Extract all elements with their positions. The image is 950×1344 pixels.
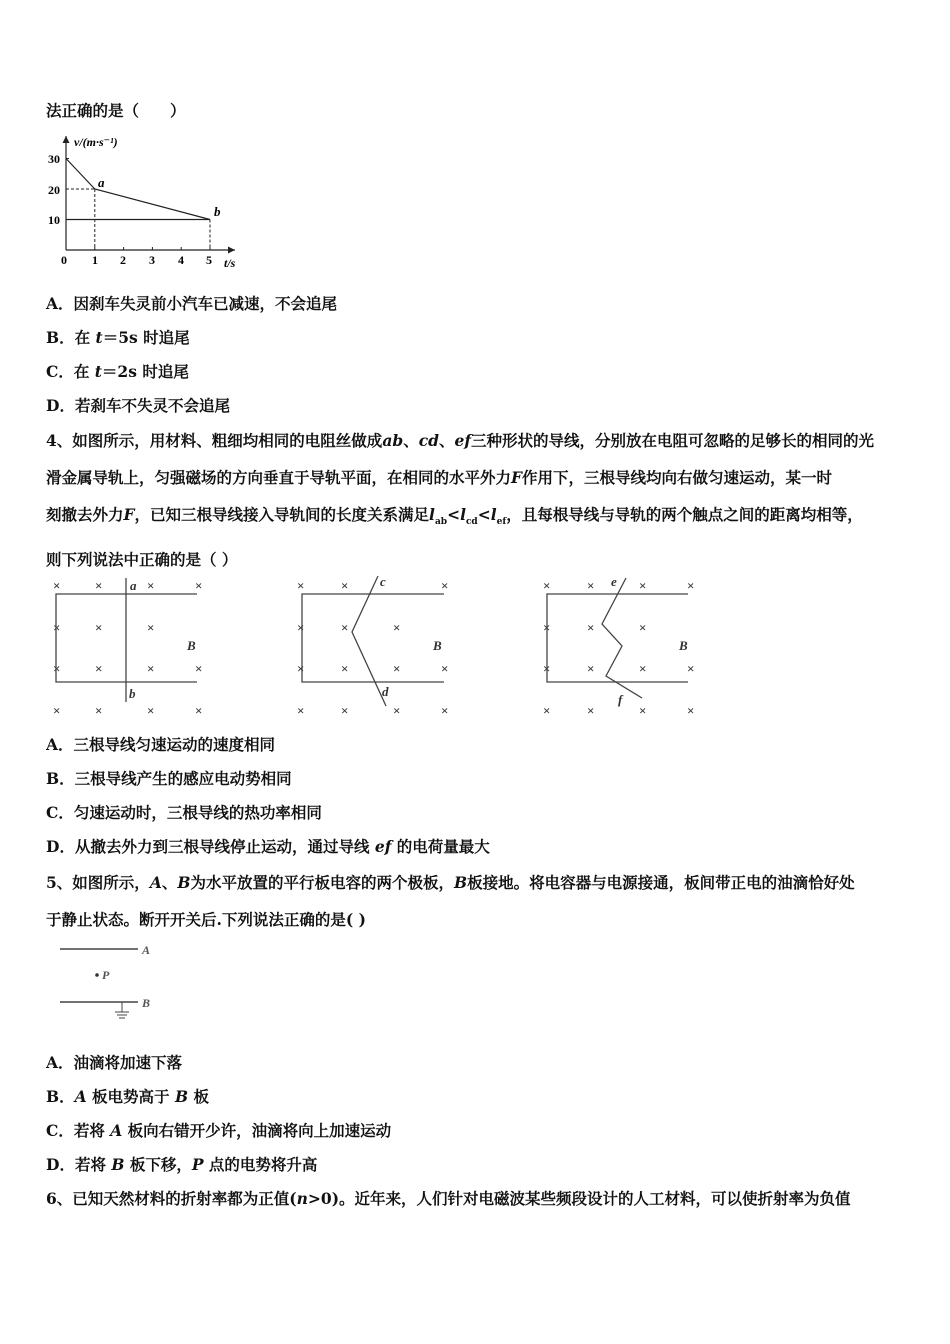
field-cross: × [53, 703, 61, 718]
q4-option-d: D．从撤去外力到三根导线停止运动，通过导线 ef 的电荷量最大 [46, 837, 490, 856]
x-axis-label: t/s [224, 256, 236, 270]
q5-line-2: 于静止状态。断开开关后.下列说法正确的是( ) [46, 910, 366, 929]
q4-figure [40, 572, 720, 722]
field-cross: × [441, 703, 449, 718]
field-cross: × [393, 661, 401, 676]
field-cross: × [587, 620, 595, 635]
x-tick-1: 1 [92, 253, 98, 267]
point-a-label: a [98, 175, 105, 190]
y-tick-30: 30 [48, 152, 60, 166]
field-cross: × [95, 620, 103, 635]
label-A: A [142, 943, 151, 957]
field-cross: × [53, 620, 61, 635]
field-cross: × [297, 578, 305, 593]
field-cross: × [543, 578, 551, 593]
label-c: c [380, 574, 386, 589]
oil-drop-p [95, 973, 99, 977]
field-cross: × [687, 703, 695, 718]
field-cross: × [53, 661, 61, 676]
y-tick-20: 20 [48, 183, 60, 197]
q4-option-b: B．三根导线产生的感应电动势相同 [46, 769, 292, 788]
q3-option-d: D．若刹车不失灵不会追尾 [46, 396, 230, 415]
field-cross: × [95, 703, 103, 718]
label-B-3: B [679, 638, 688, 653]
field-cross: × [587, 578, 595, 593]
field-cross: × [147, 661, 155, 676]
field-cross: × [53, 578, 61, 593]
q5-option-b: B．A 板电势高于 B 板 [46, 1087, 209, 1106]
q3-option-a: A．因刹车失灵前小汽车已减速，不会追尾 [46, 294, 338, 313]
field-cross: × [441, 578, 449, 593]
wire-ef [602, 578, 642, 698]
field-cross: × [95, 661, 103, 676]
q5-line-1: 5、如图所示，A、B为水平放置的平行板电容的两个极板，B板接地。将电容器与电源接通，板间带正电的油滴恰好处 [46, 873, 855, 892]
field-cross: × [297, 703, 305, 718]
field-cross: × [195, 578, 203, 593]
q4-line-4: 则下列说法中正确的是（ ） [46, 550, 238, 570]
field-cross: × [441, 661, 449, 676]
field-cross: × [587, 661, 595, 676]
q4-line-1: 4、如图所示，用材料、粗细均相同的电阻丝做成ab、cd、ef三种形状的导线，分别放在电阻可忽略的足够长的相同的光 [46, 431, 875, 450]
q5-option-a: A．油滴将加速下落 [46, 1053, 183, 1072]
label-e: e [611, 574, 617, 589]
label-B-1: B [187, 638, 196, 653]
q4-option-c: C．匀速运动时，三根导线的热功率相同 [46, 803, 322, 822]
field-cross: × [543, 620, 551, 635]
field-cross: × [95, 578, 103, 593]
field-cross: × [543, 661, 551, 676]
field-cross: × [195, 703, 203, 718]
field-cross: × [543, 703, 551, 718]
q6-stem: 6、已知天然材料的折射率都为正值(n>0)。近年来，人们针对电磁波某些频段设计的人工材料，可以使折射率为负值 [46, 1189, 851, 1208]
q3-stem-tail: 法正确的是（ ） [46, 101, 186, 120]
field-cross: × [341, 661, 349, 676]
wire-cd [352, 576, 386, 706]
field-cross: × [687, 578, 695, 593]
field-cross: × [147, 703, 155, 718]
field-cross: × [341, 620, 349, 635]
panel2-rails [302, 594, 444, 682]
x-tick-5: 5 [206, 253, 212, 267]
y-axis-label: v/(m·s⁻¹) [74, 135, 118, 149]
field-cross: × [147, 578, 155, 593]
point-b-label: b [214, 204, 221, 219]
label-b: b [129, 686, 136, 701]
q3-option-b: B．在 t＝5s 时追尾 [46, 328, 190, 347]
q5-option-c: C．若将 A 板向右错开少许，油滴将向上加速运动 [46, 1121, 392, 1140]
field-cross: × [195, 661, 203, 676]
q5-option-d: D．若将 B 板下移，P 点的电势将升高 [46, 1155, 318, 1174]
y-tick-10: 10 [48, 213, 60, 227]
field-cross: × [341, 703, 349, 718]
q5-capacitor-figure [52, 938, 182, 1028]
label-P: P [102, 968, 110, 982]
x-tick-2: 2 [120, 253, 126, 267]
field-cross: × [639, 661, 647, 676]
x-tick-3: 3 [149, 253, 155, 267]
q5-stem [46, 864, 908, 938]
q3-vt-graph [42, 130, 252, 270]
q4-line-3: 刻撤去外力F，已知三根导线接入导轨间的长度关系满足$l_{ab}<l_{cd}<l_{ef}$，且每根导线与导轨的两个触点之间的距离均相等， [46, 505, 863, 528]
field-cross: × [297, 620, 305, 635]
field-cross: × [341, 578, 349, 593]
x-tick-0: 0 [61, 253, 67, 267]
field-cross: × [639, 578, 647, 593]
label-f: f [618, 692, 623, 707]
x-tick-4: 4 [178, 253, 184, 267]
label-a: a [130, 578, 137, 593]
q3-option-c: C．在 t＝2s 时追尾 [46, 362, 189, 381]
field-cross: × [639, 620, 647, 635]
label-B-2: B [433, 638, 442, 653]
q4-line-2: 滑金属导轨上，匀强磁场的方向垂直于导轨平面，在相同的水平外力F作用下，三根导线均向右做匀速运动，某一时 [46, 468, 833, 487]
field-cross: × [393, 620, 401, 635]
q4-option-a: A．三根导线匀速运动的速度相同 [46, 735, 276, 754]
q4-stem [46, 422, 908, 578]
label-d: d [382, 684, 389, 699]
label-B: B [142, 996, 151, 1010]
field-cross: × [587, 703, 595, 718]
field-cross: × [639, 703, 647, 718]
field-cross: × [687, 661, 695, 676]
field-cross: × [147, 620, 155, 635]
panel3-rails [547, 594, 688, 682]
field-cross: × [393, 703, 401, 718]
field-cross: × [297, 661, 305, 676]
